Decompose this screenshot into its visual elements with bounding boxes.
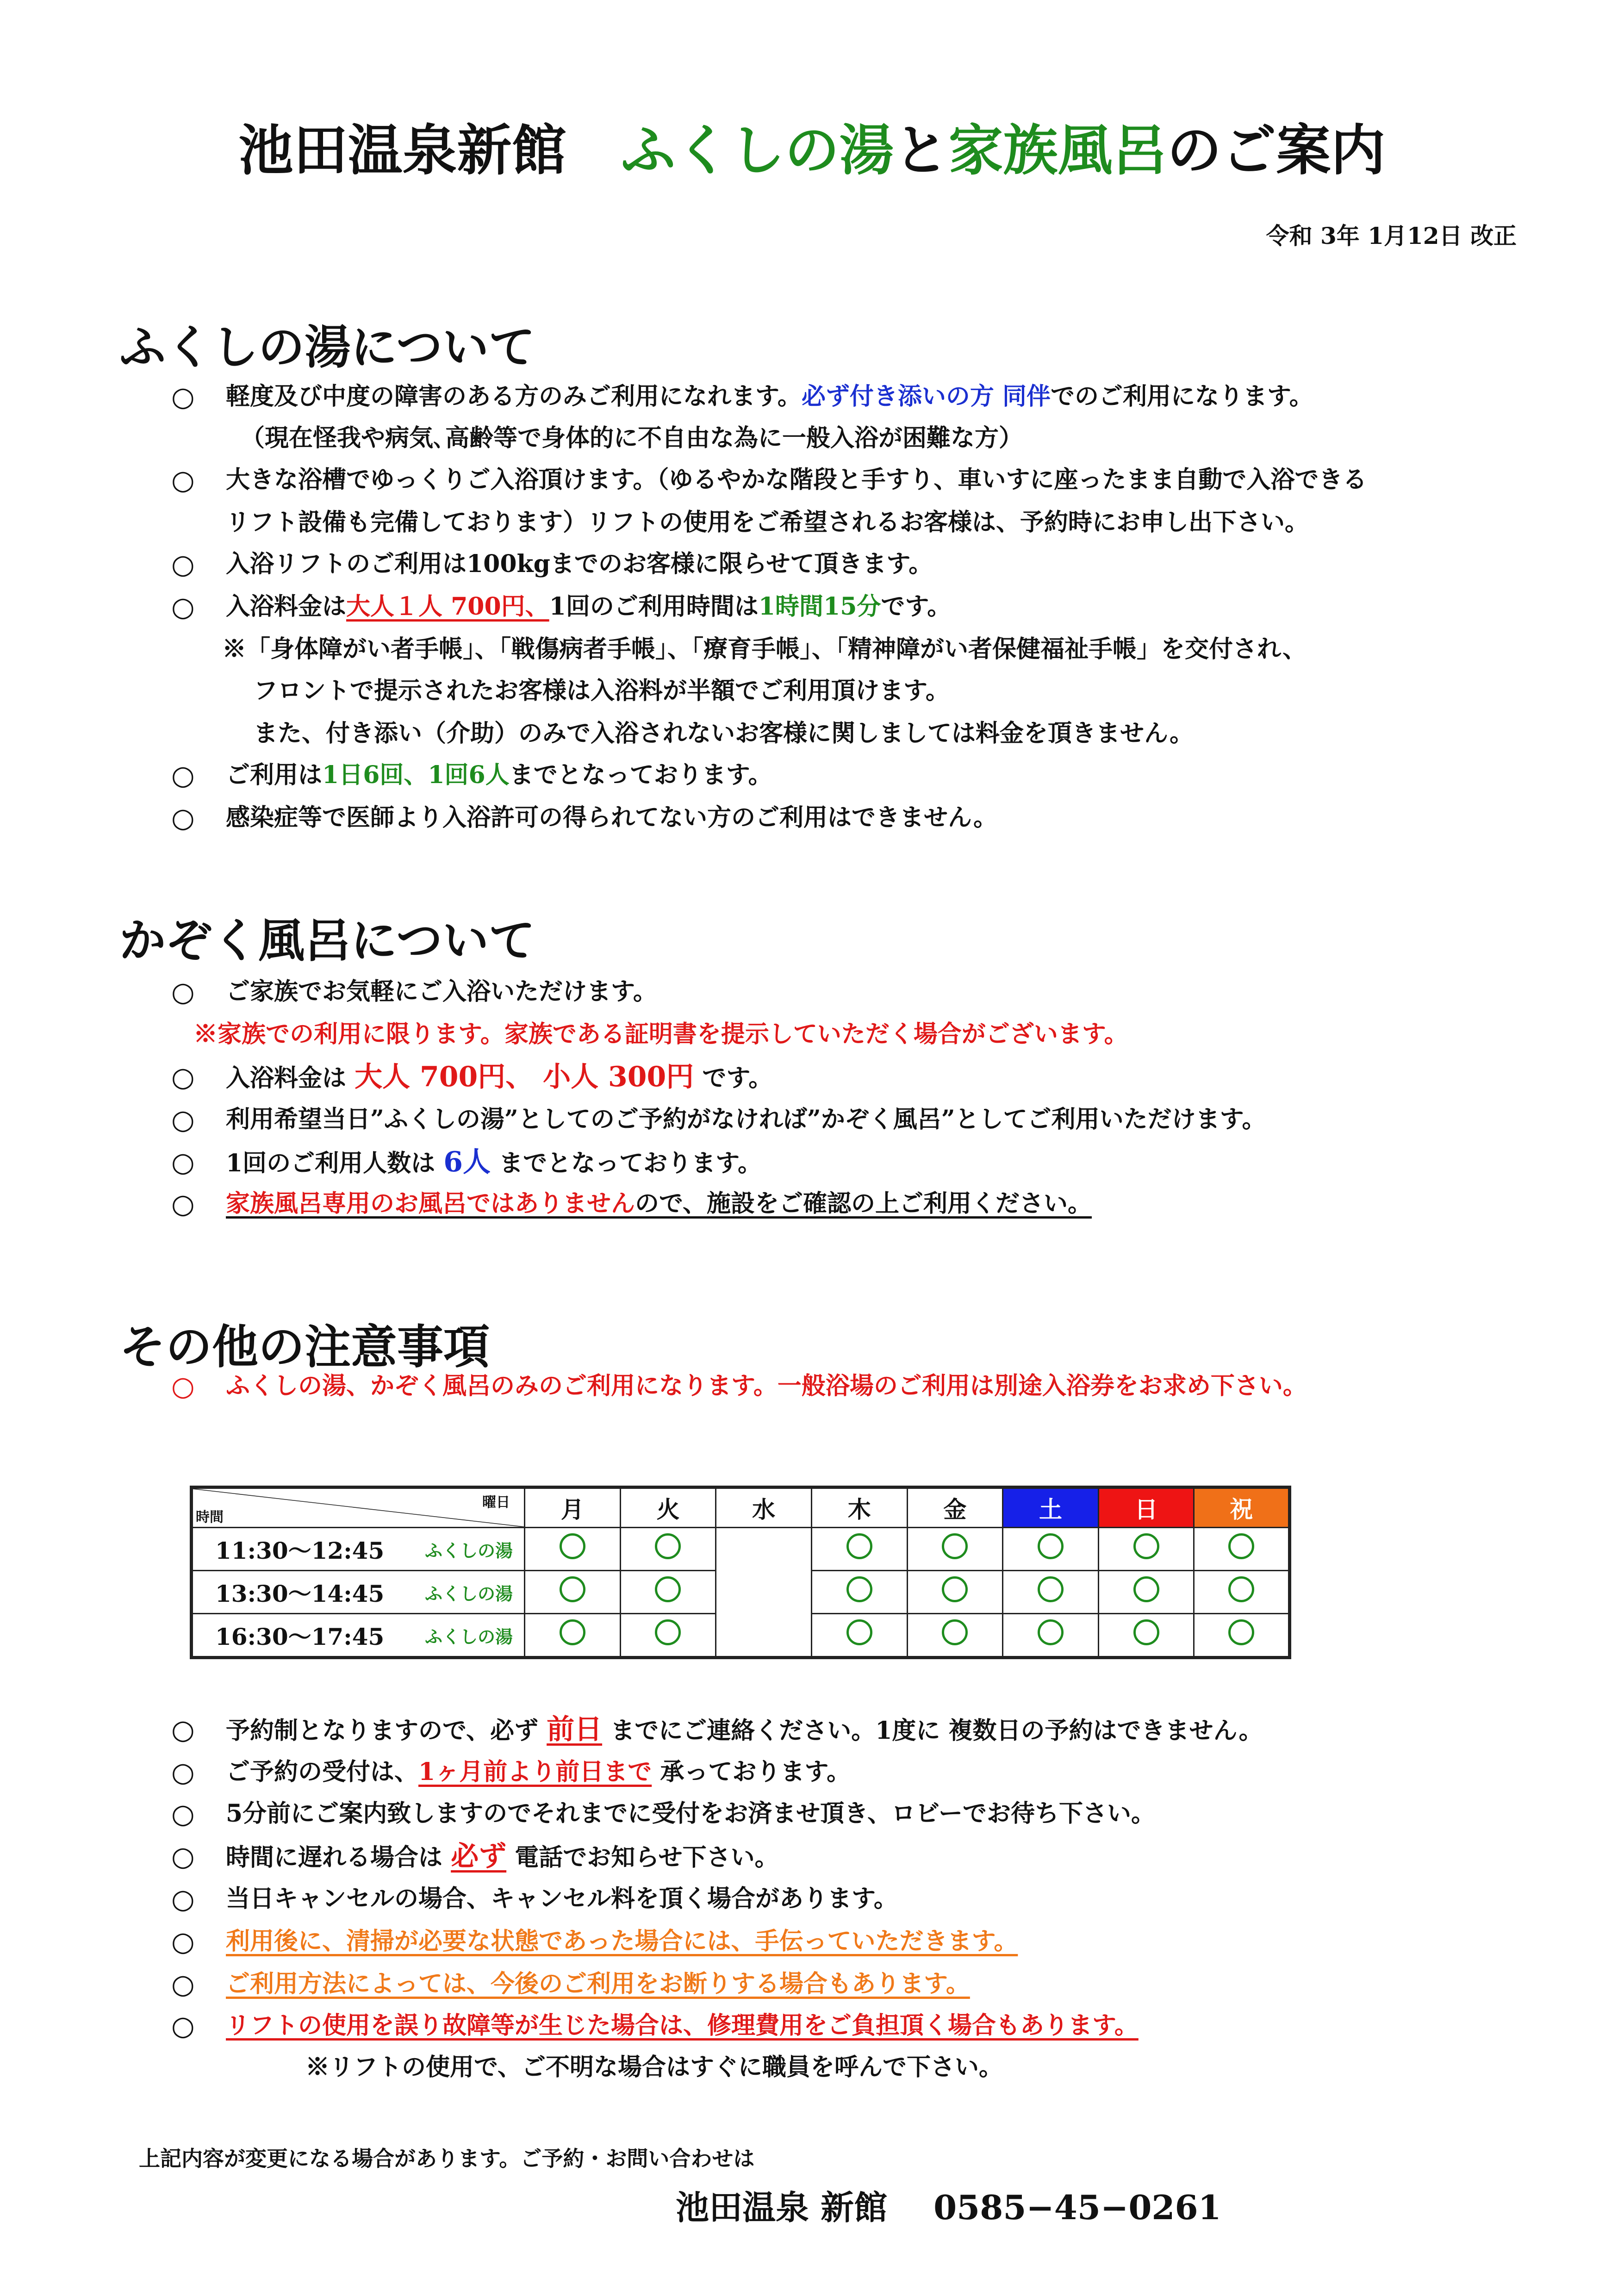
note-4: 時間に遅れる場合は 必ず 電話でお知らせ下さい。 (226, 1840, 779, 1873)
day-holiday: 祝 (1194, 1487, 1290, 1528)
circle-icon (846, 1619, 872, 1645)
circle-icon (942, 1619, 968, 1645)
schedule-row (192, 1528, 1290, 1571)
day-tue: 火 (620, 1487, 716, 1528)
available-mark (811, 1614, 907, 1658)
circle-icon (1228, 1576, 1254, 1602)
note-8: リフトの使用を誤り故障等が生じた場合は、修理費用をご負担頂く場合もあります。 (226, 2011, 1139, 2040)
section-notes-heading: その他の注意事項 (119, 1319, 490, 1374)
bullet-icon: ○ (171, 548, 195, 580)
available-mark (1194, 1528, 1290, 1571)
note-7: ご利用方法によっては、今後のご利用をお断りする場合もあります。 (226, 1970, 970, 1998)
corner-time-label: 時間 (196, 1509, 224, 1525)
circle-icon (655, 1619, 681, 1645)
available-mark (1003, 1528, 1099, 1571)
circle-icon (655, 1533, 681, 1559)
corner-day-label: 曜日 (482, 1494, 510, 1511)
available-mark (1194, 1614, 1290, 1658)
bullet-icon: ○ (171, 1883, 195, 1915)
day-thu: 木 (811, 1487, 907, 1528)
family-line-5: 1回のご利用人数は 6人 までとなっております。 (226, 1146, 762, 1178)
bullet-icon: ○ (171, 976, 195, 1008)
available-mark (1098, 1571, 1194, 1614)
closed-cell-wed (716, 1528, 812, 1658)
schedule-header-row (192, 1487, 1290, 1528)
bullet-icon: ○ (171, 381, 195, 412)
revision-date: 令和 3年 1月12日 改正 (1266, 222, 1517, 249)
slot-time: 16:30〜17:45 (215, 1623, 385, 1650)
available-mark (907, 1528, 1003, 1571)
slot-name: ふくしの湯 (424, 1626, 513, 1647)
available-mark (1003, 1614, 1099, 1658)
footer-notice: 上記内容が変更になる場合があります。ご予約・お問い合わせは (139, 2146, 755, 2171)
circle-icon (1133, 1576, 1159, 1602)
fukushi-line-7: ※「身体障がい者手帳」、「戦傷病者手帳」、「療育手帳」、「精神障がい者保健福祉手帳」を交付され、 (222, 635, 1307, 663)
note-9: ※リフトの使用で、ご不明な場合はすぐに職員を呼んで下さい。 (305, 2053, 1003, 2081)
section-family-heading: かぞく風呂について (119, 913, 535, 968)
bullet-icon: ○ (171, 591, 195, 622)
bullet-icon: ○ (171, 802, 195, 834)
bullet-icon: ○ (171, 1714, 195, 1745)
circle-icon (1038, 1533, 1064, 1559)
bullet-icon: ○ (171, 759, 195, 791)
circle-icon (1133, 1533, 1159, 1559)
slot-cell (192, 1528, 525, 1571)
bullet-icon: ○ (171, 1370, 195, 1402)
available-mark (620, 1614, 716, 1658)
bullet-icon: ○ (171, 464, 195, 496)
slot-name: ふくしの湯 (424, 1540, 513, 1561)
bullet-icon: ○ (171, 1968, 195, 2000)
footer-facility: 池田温泉 新館 (676, 2188, 888, 2227)
fukushi-line-5: 入浴リフトのご利用は100kgまでのお客様に限らせて頂きます。 (226, 550, 933, 578)
fukushi-line-11: 感染症等で医師より入浴許可の得られてない方のご利用はできません。 (226, 803, 998, 832)
schedule-corner-cell (192, 1487, 525, 1528)
note-3: 5分前にご案内致しますのでそれまでに受付をお済ませ頂き、ロビーでお待ち下さい。 (226, 1799, 1156, 1828)
circle-icon (560, 1576, 585, 1602)
title-and: と (894, 118, 949, 182)
slot-time: 11:30〜12:45 (215, 1537, 385, 1564)
family-line-4: 利用希望当日”ふくしの湯”としてのご予約がなければ”かぞく風呂”としてご利用いただけます。 (226, 1105, 1266, 1133)
fukushi-line-10: ご利用は1日6回、1回6人までとなっております。 (226, 761, 772, 789)
bullet-icon: ○ (171, 1756, 195, 1788)
schedule-table (190, 1486, 1291, 1659)
circle-icon (846, 1533, 872, 1559)
title-facility: 池田温泉新館 (238, 118, 621, 182)
available-mark (1098, 1614, 1194, 1658)
fukushi-line-8: フロントで提示されたお客様は入浴料が半額でご利用頂けます。 (254, 677, 950, 705)
available-mark (525, 1528, 621, 1571)
bullet-icon: ○ (171, 1926, 195, 1957)
family-line-6: 家族風呂専用のお風呂ではありませんので、施設をご確認の上ご利用ください。 (226, 1189, 1092, 1218)
circle-icon (560, 1619, 585, 1645)
available-mark (907, 1571, 1003, 1614)
family-line-3: 入浴料金は 大人 700円、 小人 300円 です。 (226, 1061, 773, 1093)
available-mark (525, 1571, 621, 1614)
footer-contact (676, 2181, 1221, 2229)
section-fukushi-heading: ふくしの湯について (119, 320, 535, 374)
notes-line-1: ふくしの湯、かぞく風呂のみのご利用になります。一般浴場のご利用は別途入浴券をお求め下さい。 (226, 1372, 1307, 1400)
slot-cell (192, 1571, 525, 1614)
day-fri: 金 (907, 1487, 1003, 1528)
circle-icon (942, 1576, 968, 1602)
slot-name: ふくしの湯 (424, 1583, 513, 1604)
title-fukushi: ふくしの湯 (621, 118, 894, 182)
available-mark (1003, 1571, 1099, 1614)
note-5: 当日キャンセルの場合、キャンセル料を頂く場合があります。 (226, 1885, 898, 1913)
circle-icon (1228, 1619, 1254, 1645)
page-title (0, 106, 1624, 185)
circle-icon (1228, 1533, 1254, 1559)
available-mark (811, 1571, 907, 1614)
day-wed: 水 (716, 1487, 812, 1528)
available-mark (525, 1614, 621, 1658)
note-6: 利用後に、清掃が必要な状態であった場合には、手伝っていただきます。 (226, 1927, 1018, 1955)
footer-phone: 0585−45−0261 (933, 2188, 1221, 2227)
bullet-icon: ○ (171, 1798, 195, 1829)
fukushi-line-9: また、付き添い（介助）のみで入浴されないお客様に関しましては料金を頂きません。 (254, 719, 1194, 747)
slot-cell (192, 1614, 525, 1658)
corner-diagonal (193, 1489, 524, 1527)
fukushi-line-4: リフト設備も完備しております）リフトの使用をご希望されるお客様は、予約時にお申し出下さい。 (226, 508, 1309, 536)
available-mark (1098, 1528, 1194, 1571)
circle-icon (1133, 1619, 1159, 1645)
circle-icon (846, 1576, 872, 1602)
bullet-icon: ○ (171, 1188, 195, 1220)
day-mon: 月 (525, 1487, 621, 1528)
bullet-icon: ○ (171, 1061, 195, 1093)
circle-icon (560, 1533, 585, 1559)
circle-icon (655, 1576, 681, 1602)
family-line-2: ※家族での利用に限ります。家族である証明書を提示していただく場合がございます。 (193, 1020, 1128, 1048)
bullet-icon: ○ (171, 1841, 195, 1872)
note-1: 予約制となりますので、必ず 前日 までにご連絡ください。1度に 複数日の予約はできません。 (226, 1713, 1263, 1746)
available-mark (811, 1528, 907, 1571)
circle-icon (1038, 1576, 1064, 1602)
day-sun: 日 (1098, 1487, 1194, 1528)
day-sat: 土 (1003, 1487, 1099, 1528)
bullet-icon: ○ (171, 1104, 195, 1135)
bullet-icon: ○ (171, 2010, 195, 2041)
available-mark (620, 1528, 716, 1571)
family-line-1: ご家族でお気軽にご入浴いただけます。 (226, 977, 657, 1006)
slot-time: 13:30〜14:45 (215, 1580, 385, 1607)
title-guide: のご案内 (1167, 118, 1386, 182)
fukushi-line-3: 大きな浴槽でゆっくりご入浴頂けます。（ゆるやかな階段と手すり、車いすに座ったまま自動で入浴できる (226, 466, 1367, 494)
fukushi-line-6: 入浴料金は大人１人 700円、1回のご利用時間は1時間15分です。 (226, 592, 952, 621)
available-mark (1194, 1571, 1290, 1614)
fukushi-line-2: （現在怪我や病気､高齢等で身体的に不自由な為に一般入浴が困難な方） (241, 424, 1023, 452)
circle-icon (1038, 1619, 1064, 1645)
fukushi-line-1: 軽度及び中度の障害のある方のみご利用になれます。必ず付き添いの方 同伴でのご利用になります。 (226, 382, 1313, 411)
bullet-icon: ○ (171, 1146, 195, 1178)
available-mark (620, 1571, 716, 1614)
circle-icon (942, 1533, 968, 1559)
title-family-bath: 家族風呂 (948, 118, 1167, 182)
available-mark (907, 1614, 1003, 1658)
note-2: ご予約の受付は、1ヶ月前より前日まで 承っております。 (226, 1758, 851, 1786)
